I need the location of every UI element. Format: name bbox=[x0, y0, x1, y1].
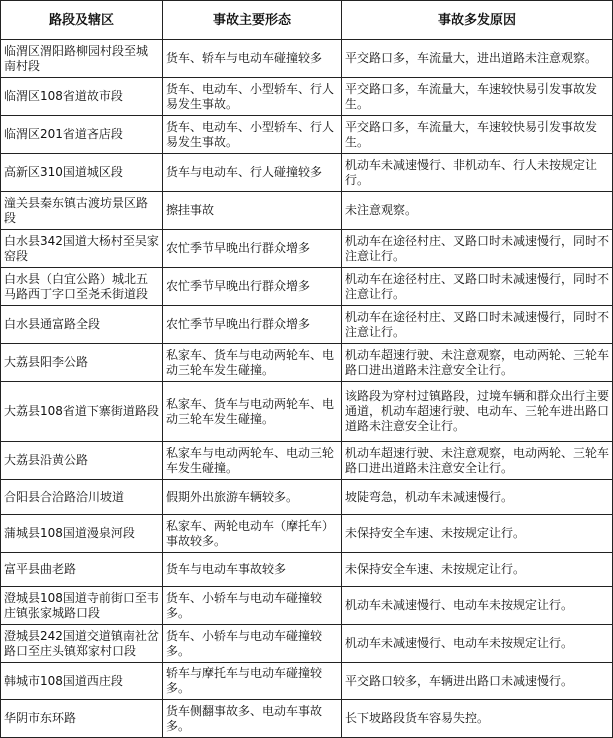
road-section-cell: 临渭区201省道吝店段 bbox=[1, 116, 163, 154]
road-section-cell: 富平县曲老路 bbox=[1, 553, 163, 587]
table-row bbox=[1, 344, 613, 382]
accident-type-cell: 轿车与摩托车与电动车碰撞较多。 bbox=[163, 663, 342, 700]
road-section-cell: 白水县342国道大杨村至吴家窑段 bbox=[1, 230, 163, 268]
road-section-cell: 白水县（白宜公路）城北五马路西丁字口至尧禾街道段 bbox=[1, 268, 163, 306]
road-section-cell: 大荔县阳李公路 bbox=[1, 344, 163, 382]
accident-cause-cell: 机动车超速行驶、未注意观察，电动两轮、三轮车路口进出道路未注意安全让行。 bbox=[342, 442, 613, 480]
accident-cause-cell: 长下坡路段货车容易失控。 bbox=[342, 700, 613, 738]
road-section-cell: 韩城市108国道西庄段 bbox=[1, 663, 163, 700]
road-section-cell: 华阴市东环路 bbox=[1, 700, 163, 738]
table-row bbox=[1, 553, 613, 587]
header-road-section: 路段及辖区 bbox=[1, 1, 163, 40]
table-row bbox=[1, 663, 613, 700]
table-row bbox=[1, 515, 613, 553]
table-row bbox=[1, 78, 613, 116]
road-section-cell: 潼关县秦东镇古渡坊景区路段 bbox=[1, 192, 163, 230]
table-row bbox=[1, 700, 613, 738]
road-section-cell: 大荔县沿黄公路 bbox=[1, 442, 163, 480]
road-section-cell: 临渭区108省道故市段 bbox=[1, 78, 163, 116]
accident-type-cell: 货车与电动车事故较多 bbox=[163, 553, 342, 587]
accident-cause-cell: 坡陡弯急，机动车未减速慢行。 bbox=[342, 480, 613, 515]
road-section-cell: 澄城县108国道寺前街口至韦庄镇张家城路口段 bbox=[1, 587, 163, 625]
accident-type-cell: 私家车、两轮电动车（摩托车）事故较多。 bbox=[163, 515, 342, 553]
table-row bbox=[1, 116, 613, 154]
accident-type-cell: 货车、轿车与电动车碰撞较多 bbox=[163, 40, 342, 78]
table-row bbox=[1, 382, 613, 442]
accident-type-cell: 擦挂事故 bbox=[163, 192, 342, 230]
accident-cause-cell: 该路段为穿村过镇路段，过境车辆和群众出行主要通道，机动车超速行驶、电动车、三轮车进出路口道路未注意安全让行。 bbox=[342, 382, 613, 442]
table-row bbox=[1, 306, 613, 344]
accident-cause-cell: 平交路口多，车流量大，车速较快易引发事故发生。 bbox=[342, 78, 613, 116]
road-section-cell: 合阳县合洽路洽川坡道 bbox=[1, 480, 163, 515]
header-accident-cause: 事故多发原因 bbox=[342, 1, 613, 40]
accident-type-cell: 私家车、货车与电动两轮车、电动三轮车发生碰撞。 bbox=[163, 344, 342, 382]
accident-cause-cell: 机动车在途径村庄、叉路口时未减速慢行，同时不注意让行。 bbox=[342, 306, 613, 344]
accident-type-cell: 货车、小轿车与电动车碰撞较多。 bbox=[163, 587, 342, 625]
accident-cause-cell: 平交路口多，车流量大，车速较快易引发事故发生。 bbox=[342, 116, 613, 154]
accident-type-cell: 货车侧翻事故多、电动车事故多。 bbox=[163, 700, 342, 738]
road-section-cell: 澄城县242国道交道镇南社岔路口至庄头镇郑家村口段 bbox=[1, 625, 163, 663]
accident-type-cell: 农忙季节早晚出行群众增多 bbox=[163, 268, 342, 306]
table-row bbox=[1, 230, 613, 268]
table-row bbox=[1, 587, 613, 625]
road-section-cell: 蒲城县108国道漫泉河段 bbox=[1, 515, 163, 553]
road-section-cell: 临渭区渭阳路柳园村段至城南村段 bbox=[1, 40, 163, 78]
accident-type-cell: 假期外出旅游车辆较多。 bbox=[163, 480, 342, 515]
accident-cause-cell: 机动车未减速慢行、非机动车、行人未按规定让行。 bbox=[342, 154, 613, 192]
accident-cause-cell: 机动车超速行驶、未注意观察，电动两轮、三轮车路口进出道路未注意安全让行。 bbox=[342, 344, 613, 382]
accident-type-cell: 农忙季节早晚出行群众增多 bbox=[163, 230, 342, 268]
header-accident-type: 事故主要形态 bbox=[163, 1, 342, 40]
accident-type-cell: 货车与电动车、行人碰撞较多 bbox=[163, 154, 342, 192]
accident-cause-cell: 机动车在途径村庄、叉路口时未减速慢行，同时不注意让行。 bbox=[342, 268, 613, 306]
table-row bbox=[1, 40, 613, 78]
table-row bbox=[1, 442, 613, 480]
accident-type-cell: 农忙季节早晚出行群众增多 bbox=[163, 306, 342, 344]
table-row bbox=[1, 268, 613, 306]
accident-type-cell: 私家车与电动两轮车、电动三轮车发生碰撞。 bbox=[163, 442, 342, 480]
accident-cause-cell: 未保持安全车速、未按规定让行。 bbox=[342, 515, 613, 553]
accident-cause-cell: 平交路口多，车流量大，进出道路未注意观察。 bbox=[342, 40, 613, 78]
accident-type-cell: 货车、小轿车与电动车碰撞较多。 bbox=[163, 625, 342, 663]
road-section-cell: 白水县通富路全段 bbox=[1, 306, 163, 344]
accident-type-cell: 货车、电动车、小型轿车、行人易发生事故。 bbox=[163, 78, 342, 116]
accident-cause-cell: 平交路口较多，车辆进出路口未减速慢行。 bbox=[342, 663, 613, 700]
table-row bbox=[1, 625, 613, 663]
accident-type-cell: 私家车、货车与电动两轮车、电动三轮车发生碰撞。 bbox=[163, 382, 342, 442]
table-row bbox=[1, 154, 613, 192]
accident-cause-cell: 机动车未减速慢行、电动车未按规定让行。 bbox=[342, 587, 613, 625]
table-row bbox=[1, 480, 613, 515]
table-row bbox=[1, 192, 613, 230]
accident-cause-cell: 机动车未减速慢行、电动车未按规定让行。 bbox=[342, 625, 613, 663]
road-section-cell: 大荔县108省道下寨街道路段 bbox=[1, 382, 163, 442]
road-section-cell: 高新区310国道城区段 bbox=[1, 154, 163, 192]
accident-cause-cell: 未注意观察。 bbox=[342, 192, 613, 230]
header-row bbox=[1, 1, 613, 40]
accident-cause-cell: 机动车在途径村庄、叉路口时未减速慢行，同时不注意让行。 bbox=[342, 230, 613, 268]
accident-cause-cell: 未保持安全车速、未按规定让行。 bbox=[342, 553, 613, 587]
accident-type-cell: 货车、电动车、小型轿车、行人易发生事故。 bbox=[163, 116, 342, 154]
